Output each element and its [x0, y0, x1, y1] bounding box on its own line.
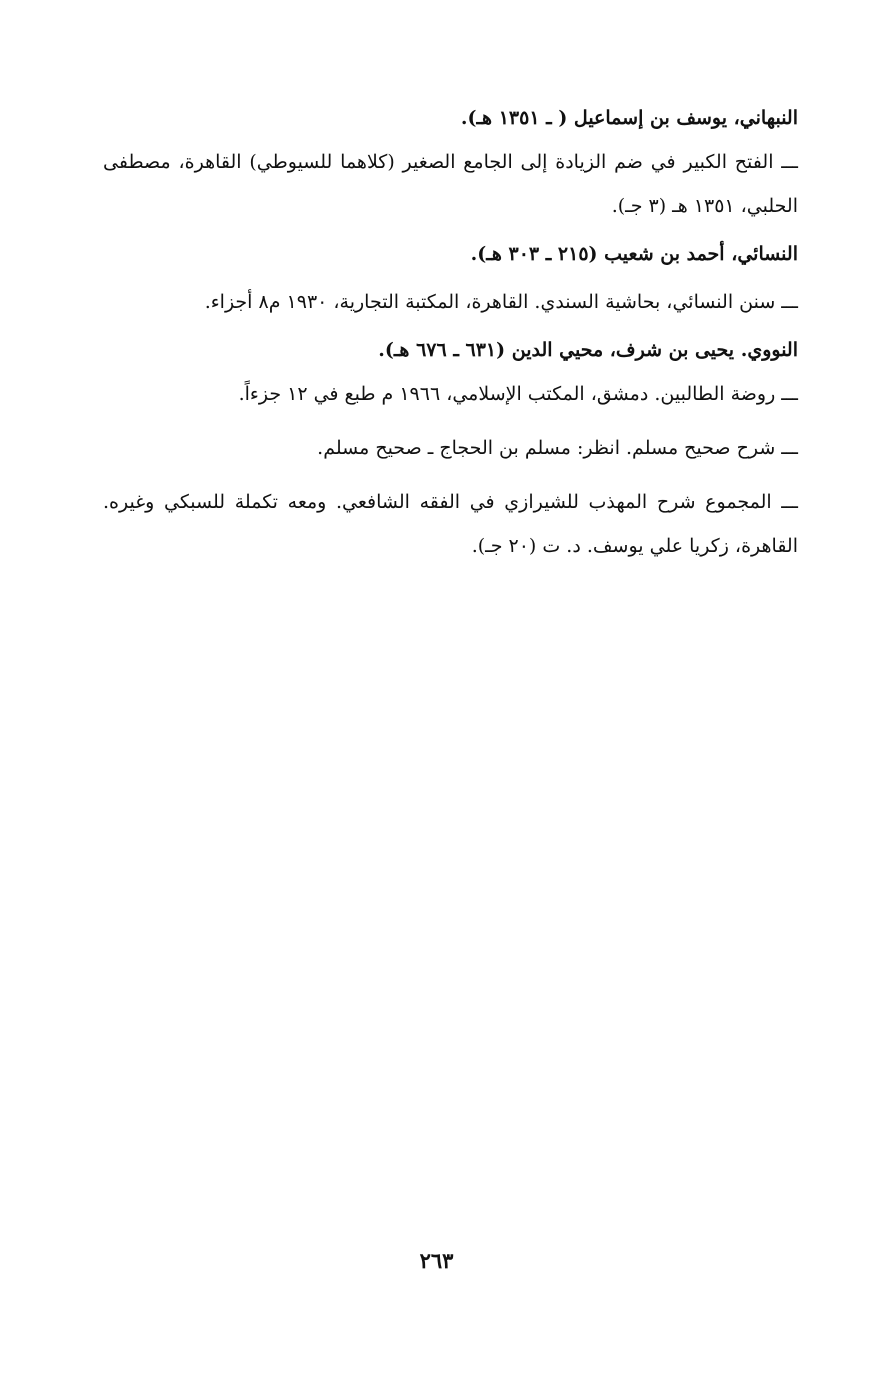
author-heading-nawawi: النووي. يحيى بن شرف، محيي الدين (٦٣١ ـ ٦٧٦ هـ). — [378, 339, 798, 361]
author-heading-nasai: النسائي، أحمد بن شعيب (٢١٥ ـ ٣٠٣ هـ). — [470, 243, 798, 265]
work-entry-sunan-nasai: ـــ سنن النسائي، بحاشية السندي. القاهرة، المكتبة التجارية، ١٩٣٠ م٨ أجزاء. — [204, 291, 798, 313]
author-heading-nabhani: النبهاني، يوسف بن إسماعيل ( ـ ١٣٥١ هـ). — [460, 107, 798, 129]
page-number: ٢٦٣ — [419, 1248, 454, 1273]
work-entry-fath-al-kabir: ـــ الفتح الكبير في ضم الزيادة إلى الجامع الصغير (كلاهما للسيوطي) القاهرة، مصطفى الحلبي، ١٣٥١ هـ (٣ جـ). — [103, 151, 798, 217]
work-entry-sharh-sahih-muslim: ـــ شرح صحيح مسلم. انظر: مسلم بن الحجاج ـ صحيح مسلم. — [317, 437, 798, 459]
work-entry-rawdat-al-talibin: ـــ روضة الطالبين. دمشق، المكتب الإسلامي، ١٩٦٦ م طبع في ١٢ جزءاً. — [238, 383, 798, 405]
bibliography-section — [103, 96, 798, 568]
work-entry-al-majmu: ـــ المجموع شرح المهذب للشيرازي في الفقه الشافعي. ومعه تكملة للسبكي وغيره. القاهرة، زكريا علي يوسف. د. ت (٢٠ جـ). — [103, 491, 798, 557]
